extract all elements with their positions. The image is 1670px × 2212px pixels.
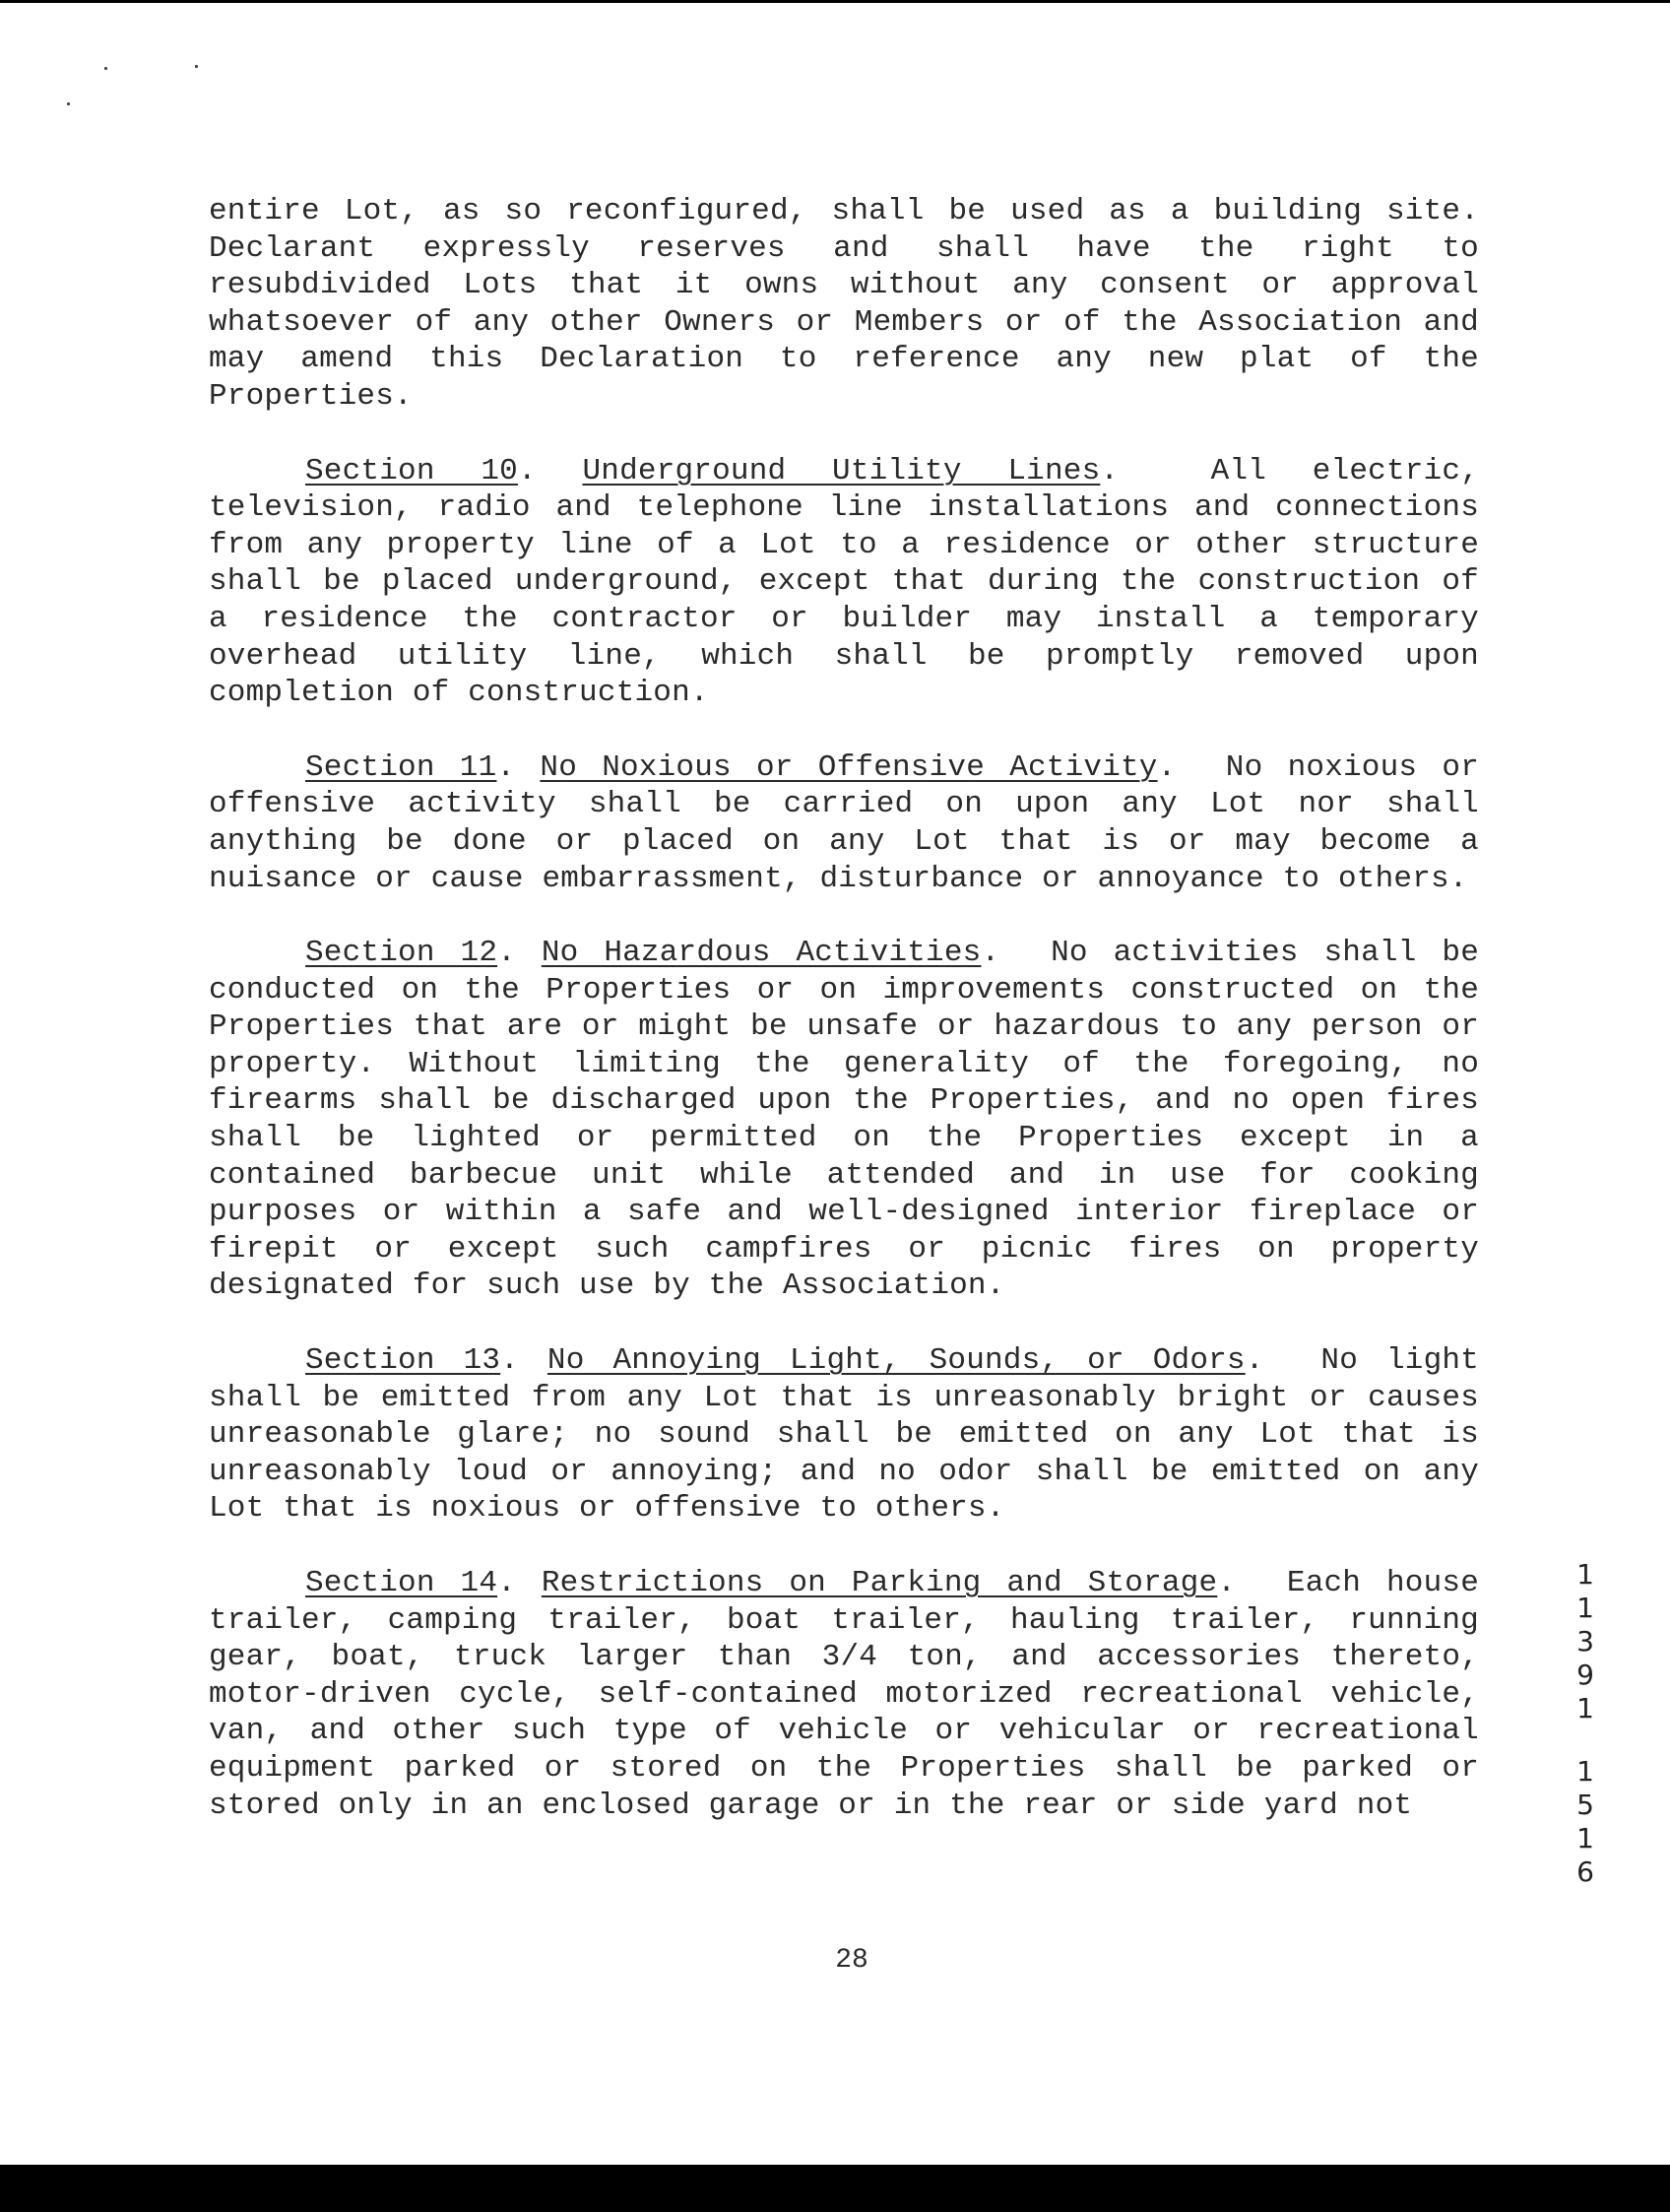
paragraph-continuation: [209, 193, 1479, 416]
section-number: Section 14: [305, 1566, 498, 1600]
stamp-digit: 9: [1576, 1659, 1594, 1691]
section-14: Section 14. Restrictions on Parking and Storage. Each house trailer, camping trailer, boat trailer, hauling trailer, running gear, boat, truck larger than 3/4 ton, and accessories thereto, motor-driven cycle, self-contained motorized recreational vehicle, van, and other such type of vehicle or vehicular or recreational equipment parked or stored on the Properties shall be parked or stored only in an enclosed garage or in the rear or side yard not: [209, 1566, 1480, 1823]
section-title: Restrictions on Parking and Storage: [541, 1566, 1218, 1600]
stamp-digit: 1: [1576, 1592, 1594, 1624]
section-11: Section 11. No Noxious or Offensive Activity. No noxious or offensive activity shall be carried on upon any Lot nor shall anything be done or placed on any Lot that is or may become a nuisance or cause embarrassment, disturbance or annoyance to others.: [209, 749, 1479, 896]
stamp-digit: 1: [1576, 1755, 1594, 1788]
section-title: No Hazardous Activities: [541, 936, 982, 971]
stamp-digit: 5: [1576, 1789, 1594, 1821]
section-number: Section 13: [305, 1343, 501, 1379]
paragraph-text: entire Lot, as so reconfigured, shall be used as a building site. Declarant expressly reserves and shall have the right to resubdivided Lots that it owns without any consent or approval whatsoever of any other Owners or Members or of the Association and may amend this Declaration to reference any new plat of the Properties.: [209, 194, 1479, 414]
section-12: Section 12. No Hazardous Activities. No activities shall be conducted on the Properties or on improvements constructed on the Properties that are or might be unsafe or hazardous to any person or property. Without limiting the generality of the foregoing, no firearms shall be discharged upon the Properties, and no open fires shall be lighted or permitted on the Properties except in a contained barbecue unit while attended and in use for cooking purposes or within a safe and well-designed interior fireplace or firepit or except such campfires or picnic fires on property designated for such use by the Association.: [209, 936, 1480, 1304]
margin-recording-stamp: [1574, 1558, 1597, 1889]
stamp-digit: 3: [1576, 1625, 1594, 1658]
section-13: Section 13. No Annoying Light, Sounds, or Odors. No light shall be emitted from any Lot that is unreasonably bright or causes unreasonable glare; no sound shall be emitted on any Lot that is unreasonably loud or annoying; and no odor shall be emitted on any Lot that is noxious or offensive to others.: [209, 1343, 1479, 1527]
stamp-digit: 1: [1576, 1558, 1594, 1591]
section-text: No noxious or offensive activity shall be carried on upon any Lot nor shall anything be done or placed on any Lot that is or may become a nuisance or cause embarrassment, disturbance or annoyance to others.: [209, 749, 1479, 896]
section-10: Section 10. Underground Utility Lines. All electric, television, radio and telephone line installations and connections from any property line of a Lot to a residence or other structure shall be placed underground, except that during the construction of a residence the contractor or builder may install a temporary overhead utility line, which shall be promptly removed upon completion of construction.: [209, 453, 1479, 711]
section-title: No Noxious or Offensive Activity: [540, 749, 1158, 785]
section-number: Section 10: [305, 453, 518, 488]
section-text: No light shall be emitted from any Lot that is unreasonably bright or causes unreasonable glare; no sound shall be emitted on any Lot that is unreasonably loud or annoying; and no odor shall be emitted on any Lot that is noxious or offensive to others.: [209, 1343, 1479, 1527]
scan-speck: [104, 67, 107, 70]
section-text: All electric, television, radio and telephone line installations and connections from any property line of a Lot to a residence or other structure shall be placed underground, except that during the construction of a residence the contractor or builder may install a temporary overhead utility line, which shall be promptly removed upon completion of construction.: [209, 453, 1479, 711]
section-title: No Annoying Light, Sounds, or Odors: [546, 1343, 1246, 1379]
stamp-digit: 6: [1576, 1855, 1594, 1888]
stamp-digit: 1: [1576, 1692, 1594, 1724]
scan-speck: [67, 102, 70, 105]
bottom-scan-border: [0, 2165, 1670, 2212]
page-number: 28: [835, 1945, 868, 1976]
section-number: Section 11: [305, 749, 497, 785]
section-title: Underground Utility Lines: [582, 453, 1101, 488]
section-text: No activities shall be conducted on the Properties or on improvements constructed on the Properties that are or might be unsafe or hazardous to any person or property. Without limiting the generality of the foregoing, no firearms shall be discharged upon the Properties, and no open fires shall be lighted or permitted on the Properties except in a contained barbecue unit while attended and in use for cooking purposes or within a safe and well-designed interior fireplace or firepit or except such campfires or picnic fires on property designated for such use by the Association.: [209, 936, 1480, 1304]
section-number: Section 12: [305, 936, 498, 971]
document-body: [209, 193, 1479, 1861]
section-text: Each house trailer, camping trailer, boat trailer, hauling trailer, running gear, boat, truck larger than 3/4 ton, and accessories thereto, motor-driven cycle, self-contained motorized recreational vehicle, van, and other such type of vehicle or vehicular or recreational equipment parked or stored on the Properties shall be parked or stored only in an enclosed garage or in the rear or side yard not: [209, 1566, 1480, 1823]
scan-speck: [195, 65, 198, 68]
top-scan-border: [0, 0, 1670, 3]
stamp-digit: 1: [1576, 1822, 1594, 1854]
